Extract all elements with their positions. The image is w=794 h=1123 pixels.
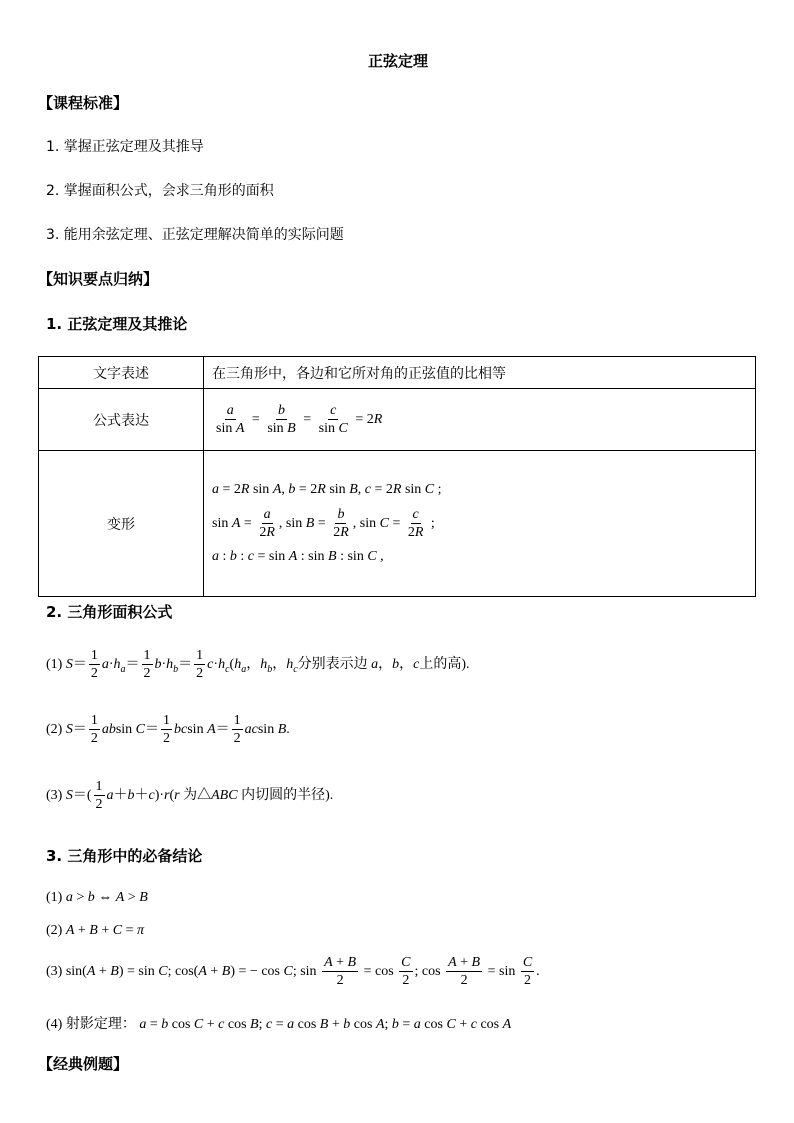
row-text-content: 在三角形中，各边和它所对角的正弦值的比相等	[204, 357, 756, 389]
sine-law-table	[38, 356, 756, 597]
row-text-label: 文字表述	[39, 357, 204, 389]
projection-label: 射影定理：	[65, 1017, 136, 1032]
variant-1: a = 2R sin A, b = 2R sin B, c = 2R sin C ;	[212, 481, 442, 497]
section-examples: 【经典例题】	[38, 1055, 129, 1073]
area-formula-3: (3) S＝( $\frac{1}{2}$ a＋b＋c)·r(r 为△ABC 内切圆的半径).	[46, 779, 334, 813]
area-formula-2: (2) S＝ $\frac{1}{2}$ absin C＝ $\frac{1}{2}$ bcsin A＝ $\frac{1}{2}$ acsin B.	[46, 713, 290, 747]
variant-3: a : b : c = sin A : sin B : sin C ,	[212, 549, 384, 565]
conclusion-3: (3) sin(A + B) = sin C; cos(A + B) = − cos C; sin $\frac{A + B}{2}$ = cos $\frac{C}{2}$ ; cos $\frac{A + B}{2}$ = sin $\frac{C}{2}$ .	[46, 955, 540, 989]
area-note: 分别表示边	[297, 657, 368, 673]
variant-2: sin A = $\frac{a}{2R}$ , sin B = $\frac{b}{2R}$ , sin C = $\frac{c}{2R}$ ;	[212, 506, 435, 540]
heading-conclusions: 3. 三角形中的必备结论	[46, 847, 203, 865]
course-item-3: 3. 能用余弦定理、正弦定理解决简单的实际问题	[46, 227, 344, 243]
area-note-2: 上的高).	[419, 657, 470, 673]
heading-sine-law: 1. 正弦定理及其推论	[46, 315, 188, 333]
section-course-standard: 【课程标准】	[38, 94, 129, 112]
conclusion-1: (1) a > b ⇔ A > B	[46, 890, 148, 905]
conclusion-4: (4) 射影定理： a = b cos C + c cos B; c = a cos B + b cos A; b = a cos C + c cos A	[46, 1017, 512, 1032]
page-title: 正弦定理	[368, 52, 429, 70]
conclusion-2: (2) A + B + C = π	[46, 923, 145, 938]
row-formula-label: 公式表达	[39, 389, 204, 451]
sine-law-variants	[204, 451, 756, 597]
row-variants-label: 变形	[39, 451, 204, 597]
area-formula-1: (1) S＝ $\frac{1}{2}$ $a\cdot h_a=$ $\frac{1}{2}$ $b\cdot h_b=$ $\frac{1}{2}$ $c\cdot h_c(h_a$，$h_b$，$h_c$分别表示边 a，b，c上的高).	[46, 648, 470, 682]
course-item-2: 2. 掌握面积公式，会求三角形的面积	[46, 183, 274, 199]
section-knowledge: 【知识要点归纳】	[38, 270, 159, 288]
course-item-1: 1. 掌握正弦定理及其推导	[46, 139, 204, 155]
sine-law-formula: $\frac{a}{\text{sin A}}$ = $\frac{b}{\text{sin B}}$ = $\frac{c}{\text{sin C}}$ = 2R	[204, 389, 756, 451]
heading-area-formula: 2. 三角形面积公式	[46, 603, 173, 621]
